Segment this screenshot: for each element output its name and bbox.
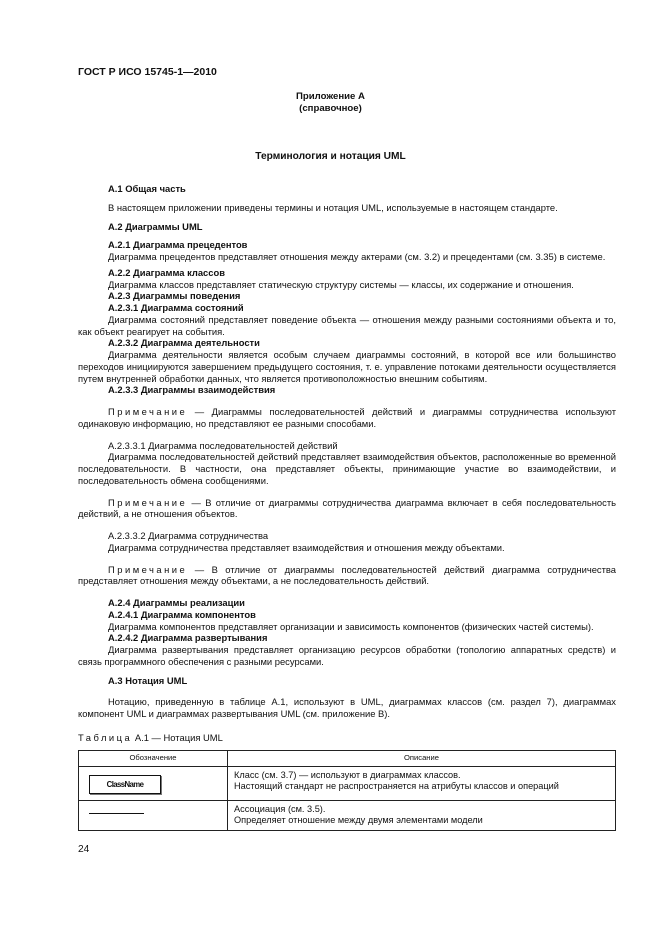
section-title: Терминология и нотация UML [255,151,406,162]
note-a233 [78,406,616,430]
notation-table [78,750,616,831]
paragraph-a231: Диаграмма состояний представляет поведение объекта — отношения между разными состояниями объекта и то, как объект реагирует на события. [78,313,616,337]
association-symbol-cell [79,800,228,830]
heading-a2332: А.2.3.3.2 Диаграмма сотрудничества [108,530,269,541]
table-row [79,766,616,800]
document-body [78,183,616,831]
heading-a22: А.2.2 Диаграмма классов [108,266,225,278]
note-label: Примечание [108,563,188,575]
note-label: Примечание [108,496,188,508]
description-line: Настоящий стандарт не распространяется на атрибуты классов и операций [234,781,559,791]
table-caption-label: Таблица [78,731,133,743]
note-text: — В отличие от диаграммы последовательностей действий диаграмма сотрудничества представляет отношения между объектами, а не последовательность действий. [78,563,616,587]
table-caption-text: А.1 — Нотация UML [132,731,223,743]
paragraph-a2331: Диаграмма последовательностей действий представляет взаимодействия объектов, расположенные во временной последовательности. В частности, она представляет объекты, принимающие участие во взаимодействии, и последовательность обмена сообщениями. [78,451,616,486]
note-text: — Диаграммы последовательностей действий и диаграммы сотрудничества используют одинаковую информацию, но представляют ее разными способами. [78,406,616,429]
paragraph-a241: Диаграмма компонентов представляет организации и зависимость компонентов (физических частей системы). [108,620,594,632]
heading-a3: А.3 Нотация UML [108,674,188,686]
description-cell [228,800,616,830]
note-a2331 [78,497,616,521]
appendix-title: Приложение А [296,91,365,102]
paragraph-a232: Диаграмма деятельности является особым случаем диаграммы состояний, в которой все или большинство переходов инициируются завершением предыдущего состояния, т. е. управление потоками деятельности осуществляется путем внутренней обработки данных, что является противоположностью внешним событиям. [78,349,616,384]
table-caption [78,732,616,744]
document-header: ГОСТ Р ИСО 15745-1—2010 [78,66,217,78]
paragraph-a3: Нотацию, приведенную в таблице А.1, используют в UML, диаграммах классов (см. раздел 7), диаграммах компонент UML и диаграммах развертывания UML (см. приложение В). [78,696,616,719]
class-symbol-cell [79,766,228,800]
association-line-symbol [89,813,144,814]
paragraph-a22: Диаграмма классов представляет статическую структуру системы — классы, их содержание и отношения. [108,278,574,290]
heading-a231: А.2.3.1 Диаграмма состояний [108,302,244,313]
description-line: Ассоциация (см. 3.5). [234,803,326,814]
table-header-row [79,750,616,766]
paragraph-a242: Диаграмма развертывания представляет организацию ресурсов обработки (топологию аппаратных средств) и связь программного обеспечения с разными ресурсами. [78,644,616,667]
description-line: Класс (см. 3.7) — используют в диаграммах классов. [234,769,461,780]
description-line: Определяет отношение между двумя элементами модели [234,815,483,825]
note-text: — В отличие от диаграммы сотрудничества диаграмма включает в себя последовательность действий, а не отношения объектов. [78,496,616,520]
column-header-symbol: Обозначение [79,750,228,766]
table-row [79,800,616,830]
paragraph-a21: Диаграмма прецедентов представляет отношения между актерами (см. 3.2) и прецедентами (см. 3.35) в системе. [108,251,606,262]
description-cell [228,766,616,800]
appendix-heading [0,91,661,114]
heading-a1: А.1 Общая часть [108,183,186,194]
heading-a2331: А.2.3.3.1 Диаграмма последовательностей действий [108,439,338,451]
appendix-subtitle: (справочное) [299,102,362,114]
heading-a21: А.2.1 Диаграмма прецедентов [108,239,248,251]
heading-a2: А.2 Диаграммы UML [108,220,203,232]
note-label: Примечание [108,406,188,417]
column-header-description: Описание [228,750,616,766]
paragraph-a1: В настоящем приложении приведены термины и нотация UML, используемые в настоящем стандарте. [108,201,558,213]
heading-a241: А.2.4.1 Диаграмма компонентов [108,608,256,620]
heading-a242: А.2.4.2 Диаграмма развертывания [108,632,268,644]
class-notation-symbol: ClassName [89,775,161,794]
heading-a233: А.2.3.3 Диаграммы взаимодействия [108,384,276,396]
heading-a23: А.2.3 Диаграммы поведения [108,290,241,302]
page-number: 24 [78,844,90,855]
note-a2332 [78,564,616,588]
heading-a24: А.2.4 Диаграммы реализации [108,597,245,608]
heading-a232: А.2.3.2 Диаграмма деятельности [108,337,260,349]
paragraph-a2332: Диаграмма сотрудничества представляет взаимодействия и отношения между объектами. [108,541,505,553]
